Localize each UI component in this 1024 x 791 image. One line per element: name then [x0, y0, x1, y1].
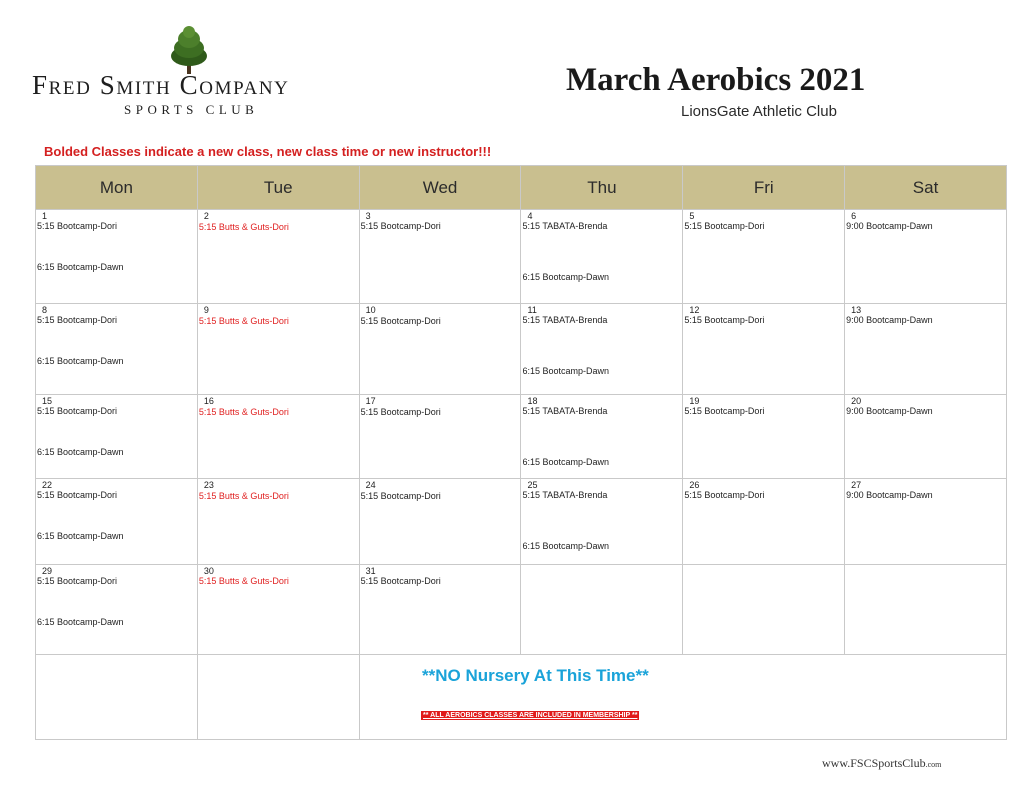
empty-cell	[36, 655, 198, 740]
class-entry: 5:15 TABATA-Brenda	[522, 221, 608, 231]
day-cell	[683, 210, 845, 304]
class-entry: 6:15 Bootcamp-Dawn	[37, 262, 124, 272]
day-cell	[845, 210, 1007, 304]
day-number: 23	[203, 480, 214, 490]
week-row	[36, 395, 1007, 479]
day-cell	[359, 565, 521, 655]
class-entry: 6:15 Bootcamp-Dawn	[37, 531, 124, 541]
day-cell	[683, 395, 845, 479]
day-number: 13	[851, 305, 862, 315]
page-title: March Aerobics 2021	[566, 62, 866, 98]
day-header-wed: Wed	[359, 166, 521, 210]
day-number: 18	[527, 396, 538, 406]
day-cell	[36, 479, 198, 565]
day-number: 6	[851, 211, 857, 221]
week-row	[36, 304, 1007, 395]
class-entry-new: 5:15 Butts & Guts-Dori	[198, 316, 289, 326]
membership-banner: ** ALL AEROBICS CLASSES ARE INCLUDED IN MEMBERSHIP **	[423, 712, 638, 719]
class-entry: 5:15 Bootcamp-Dori	[684, 490, 765, 500]
class-entry: 5:15 Bootcamp-Dori	[360, 316, 441, 326]
day-number: 22	[42, 480, 53, 490]
day-cell	[845, 479, 1007, 565]
day-cell	[197, 565, 359, 655]
day-header-tue: Tue	[197, 166, 359, 210]
class-entry: 5:15 TABATA-Brenda	[522, 406, 608, 416]
website-suffix: .com	[925, 760, 942, 769]
day-cell	[359, 395, 521, 479]
class-entry: 5:15 Bootcamp-Dori	[37, 576, 118, 586]
day-number: 10	[365, 305, 376, 315]
day-cell	[197, 304, 359, 395]
day-cell	[521, 479, 683, 565]
class-entry-new: 5:15 Butts & Guts-Dori	[198, 407, 289, 417]
class-entry: 9:00 Bootcamp-Dawn	[846, 315, 933, 325]
day-number: 3	[365, 211, 371, 221]
class-entry: 5:15 Bootcamp-Dori	[684, 221, 765, 231]
class-entry: 5:15 Bootcamp-Dori	[37, 315, 118, 325]
day-cell	[197, 479, 359, 565]
day-number: 27	[851, 480, 862, 490]
week-row	[36, 210, 1007, 304]
class-entry: 6:15 Bootcamp-Dawn	[37, 356, 124, 366]
calendar-table	[35, 165, 1007, 740]
class-entry: 9:00 Bootcamp-Dawn	[846, 490, 933, 500]
day-header-mon: Mon	[36, 166, 198, 210]
notice-text: Bolded Classes indicate a new class, new class time or new instructor!!!	[44, 144, 492, 159]
class-entry: 5:15 Bootcamp-Dori	[684, 315, 765, 325]
empty-cell	[197, 655, 359, 740]
day-number: 26	[689, 480, 700, 490]
day-cell	[36, 565, 198, 655]
class-entry: 9:00 Bootcamp-Dawn	[846, 406, 933, 416]
nursery-notice: **NO Nursery At This Time**	[422, 666, 649, 685]
day-cell	[683, 479, 845, 565]
logo-subtitle: SPORTS CLUB	[124, 102, 259, 117]
class-entry-new: 5:15 Butts & Guts-Dori	[198, 491, 289, 501]
day-number: 1	[42, 211, 48, 221]
day-cell	[521, 395, 683, 479]
day-number: 24	[365, 480, 376, 490]
class-entry-new: 5:15 Butts & Guts-Dori	[198, 222, 289, 232]
class-entry: 5:15 Bootcamp-Dori	[360, 576, 441, 586]
day-number: 12	[689, 305, 700, 315]
class-entry: 5:15 Bootcamp-Dori	[37, 490, 118, 500]
page-subtitle: LionsGate Athletic Club	[681, 103, 837, 120]
day-number: 19	[689, 396, 700, 406]
class-entry: 5:15 Bootcamp-Dori	[37, 406, 118, 416]
day-number: 29	[42, 566, 53, 576]
week-row	[36, 479, 1007, 565]
day-cell	[521, 210, 683, 304]
class-entry: 5:15 Bootcamp-Dori	[360, 221, 441, 231]
class-entry: 6:15 Bootcamp-Dawn	[522, 457, 610, 467]
tree-icon	[168, 26, 210, 74]
day-cell	[683, 304, 845, 395]
day-cell	[197, 395, 359, 479]
class-entry: 6:15 Bootcamp-Dawn	[522, 541, 610, 551]
class-entry: 6:15 Bootcamp-Dawn	[37, 447, 124, 457]
day-number: 9	[203, 305, 209, 315]
day-cell	[197, 210, 359, 304]
day-number: 5	[689, 211, 695, 221]
class-entry: 6:15 Bootcamp-Dawn	[37, 617, 124, 627]
day-cell	[521, 304, 683, 395]
day-number: 11	[527, 305, 537, 315]
logo-name: Fred Smith Company	[32, 70, 290, 100]
day-number: 17	[365, 396, 376, 406]
week-row	[36, 565, 1007, 655]
class-entry: 5:15 Bootcamp-Dori	[360, 491, 441, 501]
class-entry: 5:15 Bootcamp-Dori	[684, 406, 765, 416]
day-number: 2	[203, 211, 209, 221]
class-entry-new: 5:15 Butts & Guts-Dori	[198, 576, 289, 586]
day-number: 25	[527, 480, 538, 490]
class-entry: 5:15 Bootcamp-Dori	[37, 221, 118, 231]
website-main: www.FSCSportsClub	[822, 756, 926, 770]
day-cell	[359, 210, 521, 304]
day-header-thu: Thu	[521, 166, 683, 210]
day-cell	[36, 395, 198, 479]
day-cell	[683, 565, 845, 655]
day-number: 16	[203, 396, 214, 406]
day-number: 30	[203, 566, 214, 576]
day-header-row	[36, 166, 1007, 210]
class-entry: 6:15 Bootcamp-Dawn	[522, 272, 610, 282]
day-cell	[845, 565, 1007, 655]
day-number: 8	[42, 305, 48, 315]
class-entry: 9:00 Bootcamp-Dawn	[846, 221, 933, 231]
day-cell	[521, 565, 683, 655]
day-cell	[36, 304, 198, 395]
day-cell	[845, 304, 1007, 395]
class-entry: 5:15 TABATA-Brenda	[522, 315, 608, 325]
day-cell	[359, 479, 521, 565]
day-header-fri: Fri	[683, 166, 845, 210]
day-number: 20	[851, 396, 862, 406]
website-link[interactable]	[822, 756, 941, 771]
day-number: 15	[42, 396, 53, 406]
day-cell	[845, 395, 1007, 479]
day-cell	[359, 304, 521, 395]
class-entry: 6:15 Bootcamp-Dawn	[522, 366, 610, 376]
class-entry: 5:15 Bootcamp-Dori	[360, 407, 441, 417]
day-number: 31	[365, 566, 376, 576]
day-header-sat: Sat	[845, 166, 1007, 210]
day-number: 4	[527, 211, 533, 221]
day-cell	[36, 210, 198, 304]
class-entry: 5:15 TABATA-Brenda	[522, 490, 608, 500]
